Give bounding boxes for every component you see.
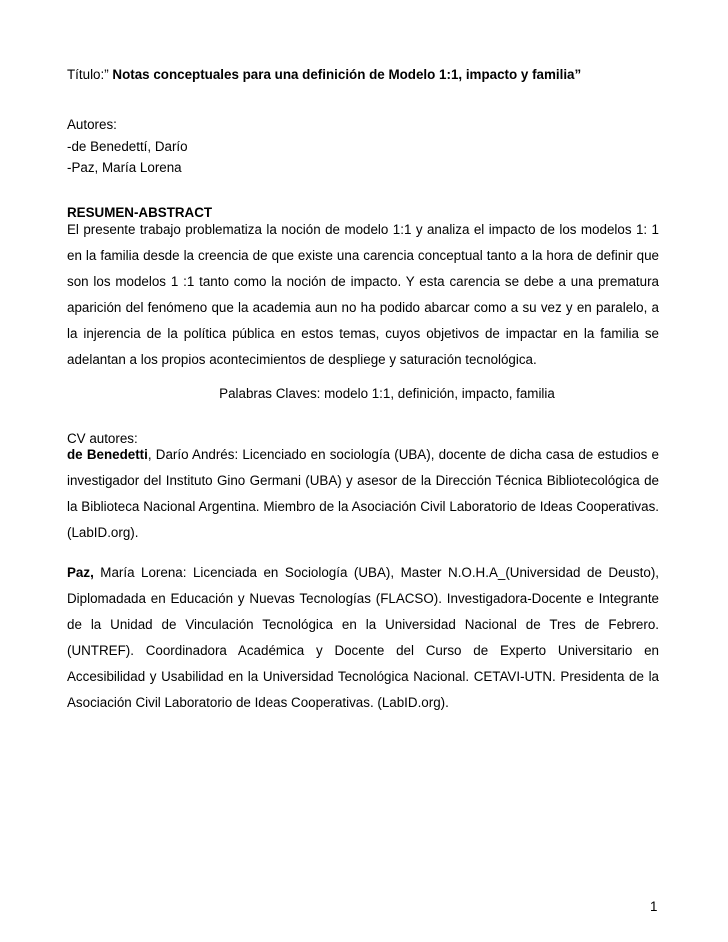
- author-item: -Paz, María Lorena: [67, 160, 182, 175]
- page-number: 1: [650, 899, 658, 914]
- abstract-body: [67, 217, 659, 373]
- cv-paragraph: [67, 560, 659, 716]
- title-line: [67, 66, 581, 83]
- cv-entry-benedetti: [67, 442, 659, 546]
- keywords-line: Palabras Claves: modelo 1:1, definición, impacto, familia: [219, 386, 555, 401]
- document-title: Notas conceptuales para una definición de Modelo 1:1, impacto y familia”: [112, 67, 582, 82]
- cv-author-text: María Lorena: Licenciada en Sociología (UBA), Master N.O.H.A_(Universidad de Deusto), Diplomadada en Educación y Nuevas Tecnologías (FLACSO). Investigadora-Docente e Integrante de la Unidad de Vinculación Tecnológica en la Universidad Nacional de Tres de Febrero. (UNTREF). Coordinadora Académica y Docente del Curso de Experto Universitario en Accesibilidad y Usabilidad en la Universidad Tecnológica Nacional. CETAVI-UTN. Presidenta de la Asociación Civil Laboratorio de Ideas Cooperativas. (LabID.org).: [67, 565, 659, 710]
- abstract-heading: RESUMEN-ABSTRACT: [67, 205, 213, 220]
- cv-heading: CV autores:: [67, 431, 138, 446]
- cv-author-name: de Benedetti: [67, 447, 148, 462]
- cv-author-text: , Darío Andrés: Licenciado en sociología (UBA), docente de dicha casa de estudios e investigador del Instituto Gino Germani (UBA) y asesor de la Dirección Técnica Bibliotecológica de la Biblioteca Nacional Argentina. Miembro de la Asociación Civil Laboratorio de Ideas Cooperativas. (LabID.org).: [67, 447, 660, 540]
- abstract-text: El presente trabajo problematiza la noción de modelo 1:1 y analiza el impacto de los modelos 1: 1 en la familia desde la creencia de que existe una carencia conceptual tanto a la hora de definir que son los modelos 1 :1 tanto como la noción de impacto. Y esta carencia se debe a una prematura aparición del fenómeno que la academia aun no ha podido abarcar como a su vez y en paralelo, a la injerencia de la política pública en estos temas, cuyos objetivos de impactar en la familia se adelantan a los propios acontecimientos de despliege y saturación tecnológica.: [67, 222, 659, 367]
- authors-heading: Autores:: [67, 117, 117, 132]
- cv-paragraph: [67, 442, 659, 546]
- cv-author-name: Paz,: [67, 565, 94, 580]
- cv-entry-paz: [67, 560, 659, 716]
- title-label: Título:”: [67, 67, 109, 82]
- author-item: -de Benedettí, Darío: [67, 139, 188, 154]
